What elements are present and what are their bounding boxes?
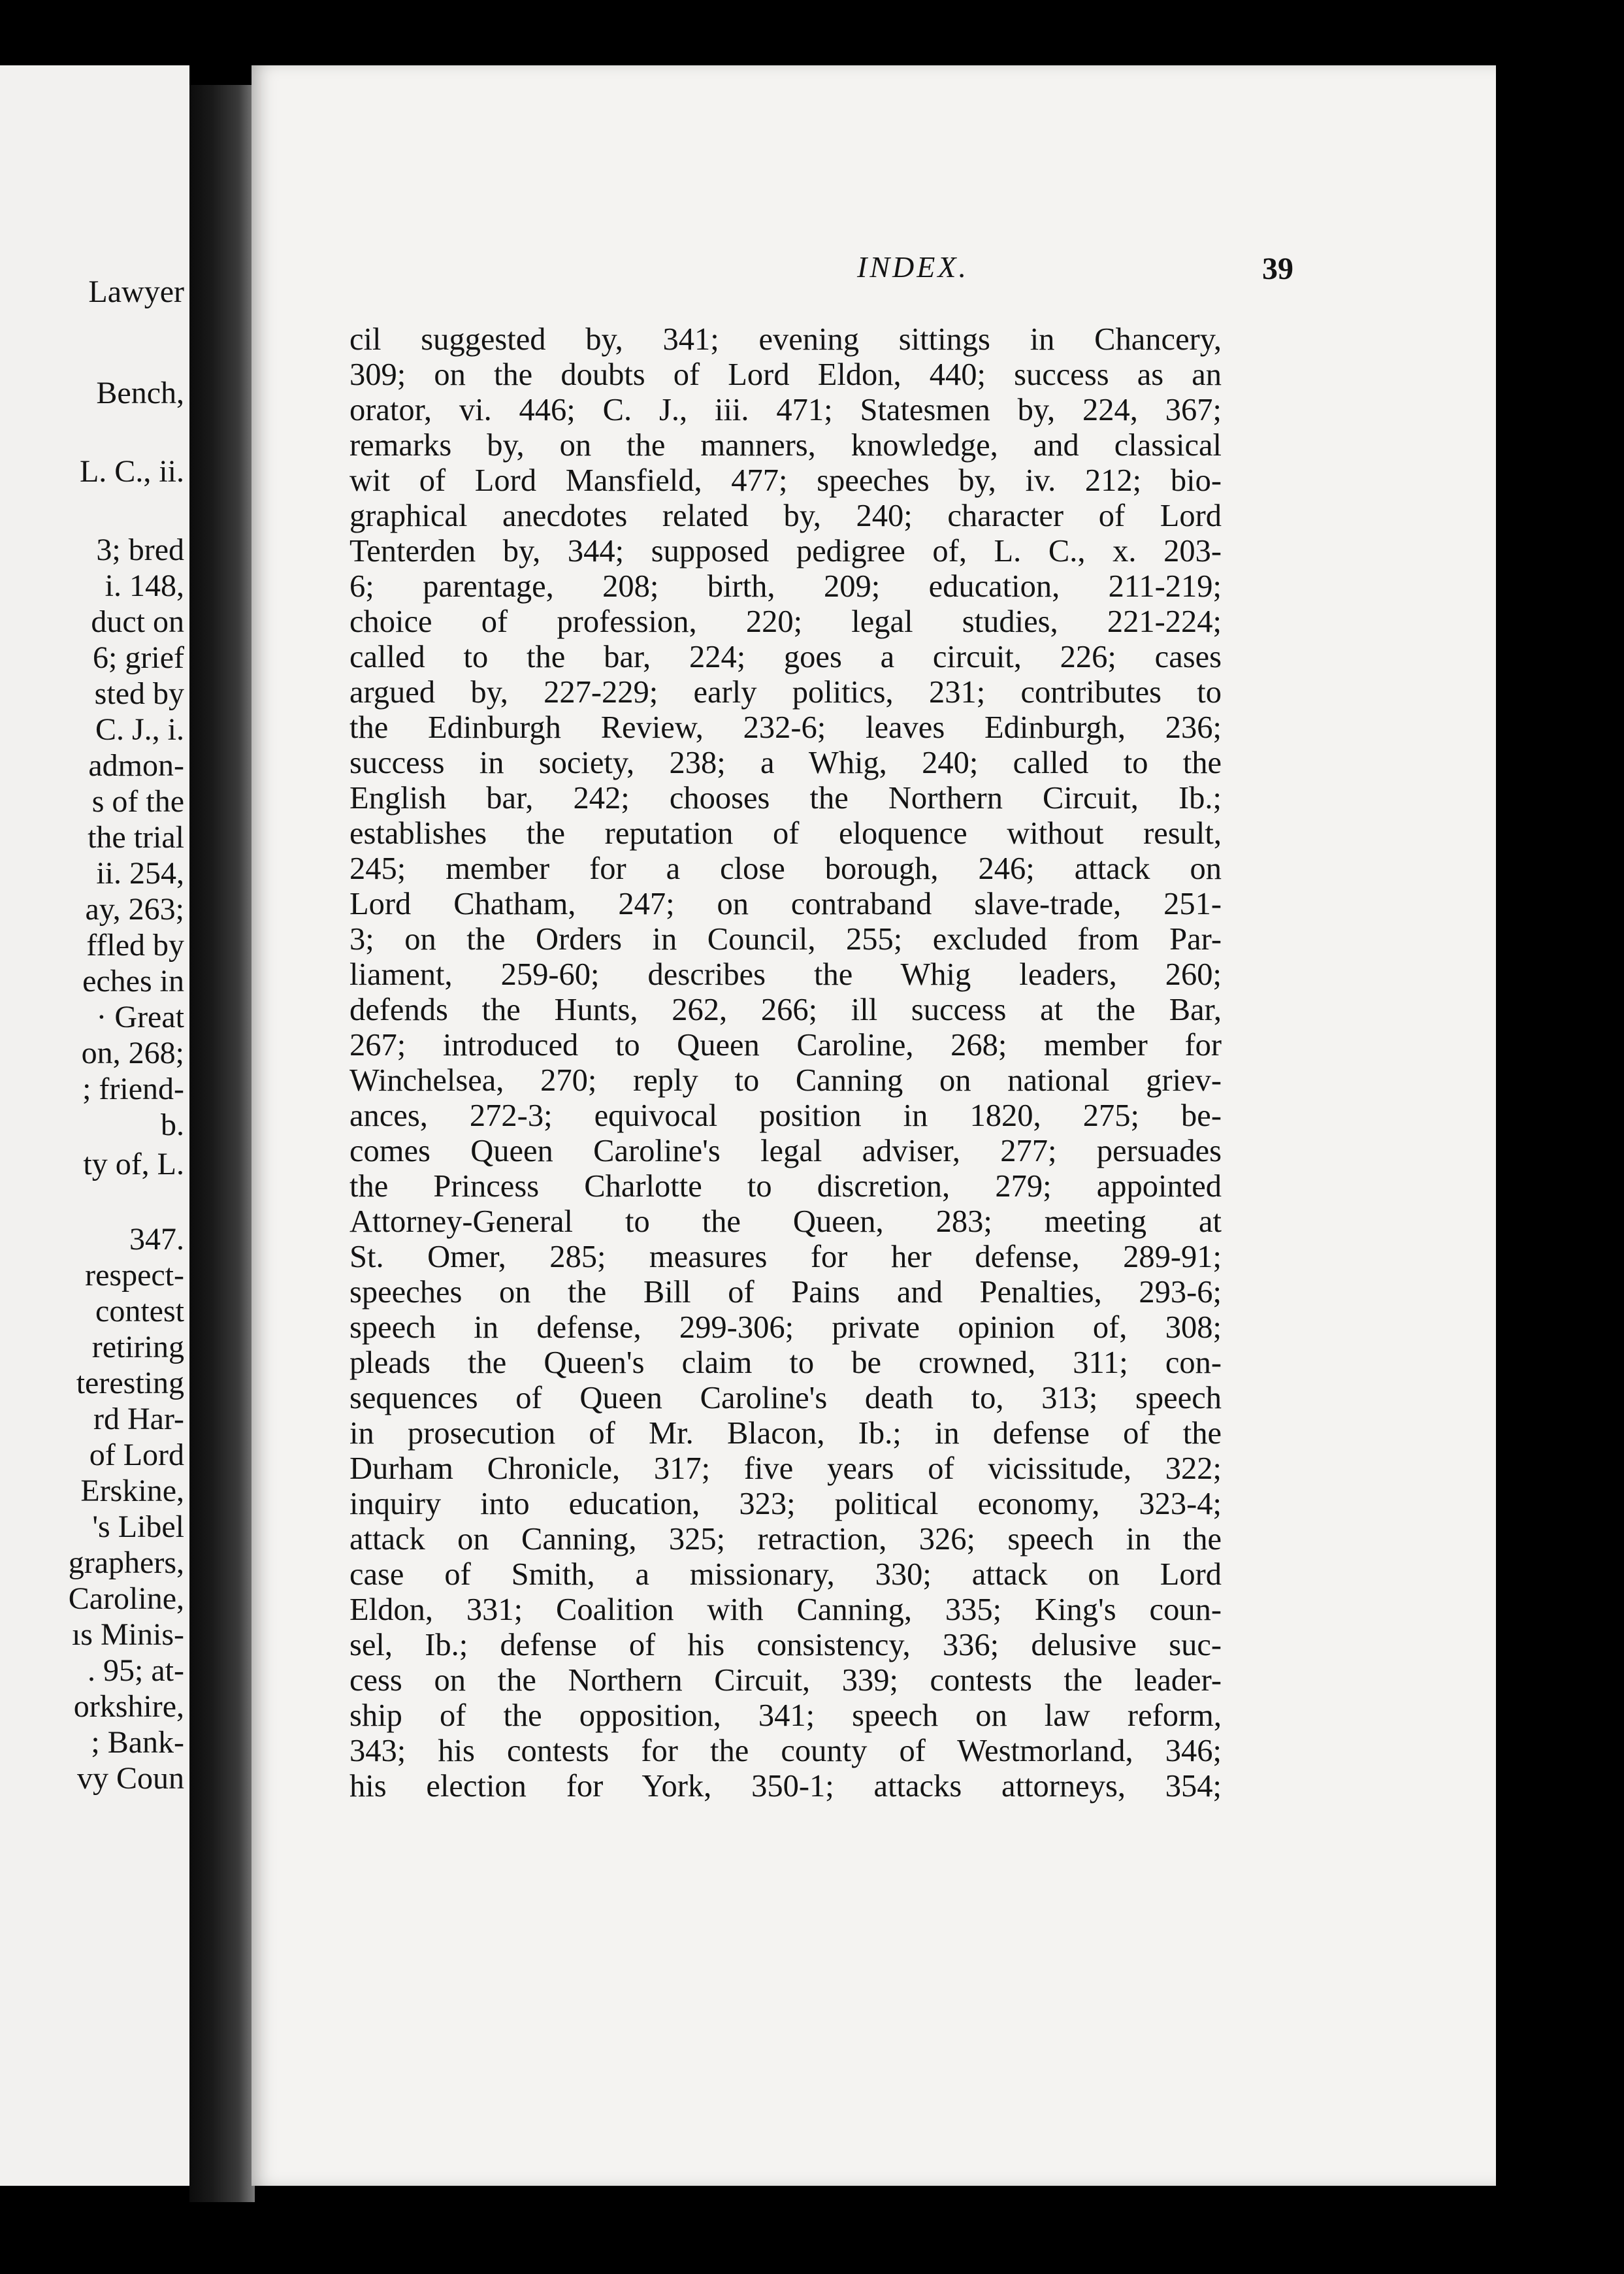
- text-line: speeches on the Bill of Pains and Penalties, 293-6;: [349, 1275, 1222, 1310]
- left-page-line: ay, 263;: [85, 892, 184, 927]
- left-page-line: 3; bred: [96, 533, 184, 567]
- left-page-line: rd Har-: [93, 1402, 184, 1436]
- left-page-line: Bench,: [96, 376, 184, 410]
- text-line: 343; his contests for the county of Westmorland, 346;: [349, 1734, 1222, 1768]
- text-line: choice of profession, 220; legal studies, 221-224;: [349, 604, 1222, 639]
- left-page-line: graphers,: [68, 1545, 184, 1580]
- text-line: comes Queen Caroline's legal adviser, 277; persuades: [349, 1134, 1222, 1168]
- index-page: [252, 65, 1496, 2186]
- left-page-line: 347.: [129, 1222, 184, 1257]
- left-page-line: · Great: [96, 1000, 184, 1034]
- text-line: the Edinburgh Review, 232-6; leaves Edinburgh, 236;: [349, 710, 1222, 745]
- text-line: remarks by, on the manners, knowledge, and classical: [349, 428, 1222, 463]
- left-page-line: . 95; at-: [88, 1653, 184, 1688]
- text-line: called to the bar, 224; goes a circuit, 226; cases: [349, 640, 1222, 674]
- text-line: argued by, 227-229; early politics, 231; contributes to: [349, 675, 1222, 710]
- text-line: cil suggested by, 341; evening sittings in Chancery,: [349, 322, 1222, 357]
- text-line: 3; on the Orders in Council, 255; excluded from Par-: [349, 922, 1222, 957]
- left-page-line: ty of, L.: [83, 1147, 184, 1181]
- left-page-line: duct on: [91, 604, 184, 639]
- left-facing-page: [0, 65, 189, 2186]
- left-page-line: b.: [161, 1108, 184, 1142]
- left-page-line: retiring: [91, 1330, 184, 1364]
- text-line: Lord Chatham, 247; on contraband slave-trade, 251-: [349, 887, 1222, 921]
- text-line: English bar, 242; chooses the Northern Circuit, Ib.;: [349, 781, 1222, 816]
- text-line: success in society, 238; a Whig, 240; called to the: [349, 746, 1222, 780]
- running-head: INDEX.: [857, 250, 969, 284]
- left-page-line: admon-: [88, 748, 184, 783]
- left-page-line: ; friend-: [82, 1072, 184, 1106]
- left-page-line: on, 268;: [81, 1036, 184, 1070]
- text-line: 309; on the doubts of Lord Eldon, 440; success as an: [349, 357, 1222, 392]
- left-page-line: orkshire,: [73, 1689, 184, 1724]
- left-page-line: ii. 254,: [96, 856, 184, 891]
- left-page-line: teresting: [76, 1366, 184, 1400]
- left-page-line: C. J., i.: [95, 712, 184, 747]
- text-line: 267; introduced to Queen Caroline, 268; member for: [349, 1028, 1222, 1063]
- text-line: Tenterden by, 344; supposed pedigree of, L. C., x. 203-: [349, 534, 1222, 568]
- text-line: in prosecution of Mr. Blacon, Ib.; in defense of the: [349, 1416, 1222, 1451]
- text-line: his election for York, 350-1; attacks attorneys, 354;: [349, 1769, 1222, 1804]
- text-line: inquiry into education, 323; political economy, 323-4;: [349, 1487, 1222, 1521]
- left-page-line: respect-: [85, 1258, 184, 1293]
- text-line: ship of the opposition, 341; speech on law reform,: [349, 1698, 1222, 1733]
- text-line: speech in defense, 299-306; private opinion of, 308;: [349, 1310, 1222, 1345]
- text-line: orator, vi. 446; C. J., iii. 471; Statesmen by, 224, 367;: [349, 393, 1222, 427]
- page-header: [252, 250, 1496, 295]
- left-page-line: Caroline,: [68, 1581, 184, 1616]
- text-line: cess on the Northern Circuit, 339; contests the leader-: [349, 1663, 1222, 1698]
- text-line: Attorney-General to the Queen, 283; meeting at: [349, 1204, 1222, 1239]
- text-line: pleads the Queen's claim to be crowned, 311; con-: [349, 1345, 1222, 1380]
- left-page-line: Erskine,: [80, 1474, 184, 1508]
- left-page-line: 6; grief: [93, 640, 184, 675]
- text-line: attack on Canning, 325; retraction, 326; speech in the: [349, 1522, 1222, 1557]
- text-line: sel, Ib.; defense of his consistency, 336; delusive suc-: [349, 1628, 1222, 1662]
- left-page-line: vy Coun: [76, 1761, 184, 1796]
- left-page-line: sted by: [94, 676, 184, 711]
- text-line: graphical anecdotes related by, 240; character of Lord: [349, 499, 1222, 533]
- left-page-line: the trial: [88, 820, 184, 855]
- text-line: establishes the reputation of eloquence without result,: [349, 816, 1222, 851]
- text-line: 6; parentage, 208; birth, 209; education, 211-219;: [349, 569, 1222, 604]
- text-line: Durham Chronicle, 317; five years of vicissitude, 322;: [349, 1451, 1222, 1486]
- left-page-line: ffled by: [86, 928, 184, 963]
- text-line: St. Omer, 285; measures for her defense, 289-91;: [349, 1240, 1222, 1274]
- left-page-line: 's Libel: [92, 1509, 184, 1544]
- left-page-line: contest: [95, 1294, 184, 1328]
- text-line: Eldon, 331; Coalition with Canning, 335; King's coun-: [349, 1592, 1222, 1627]
- text-line: defends the Hunts, 262, 266; ill success at the Bar,: [349, 993, 1222, 1027]
- left-page-line: ; Bank-: [91, 1725, 184, 1760]
- book-gutter: [189, 85, 255, 2202]
- page-number: 39: [1262, 252, 1293, 286]
- text-line: wit of Lord Mansfield, 477; speeches by, iv. 212; bio-: [349, 463, 1222, 498]
- left-page-line: Lawyer: [88, 274, 184, 309]
- text-line: 245; member for a close borough, 246; attack on: [349, 851, 1222, 886]
- left-page-line: s of the: [91, 784, 184, 819]
- left-page-line: eches in: [82, 964, 184, 998]
- text-line: the Princess Charlotte to discretion, 279; appointed: [349, 1169, 1222, 1204]
- text-line: ances, 272-3; equivocal position in 1820, 275; be-: [349, 1098, 1222, 1133]
- text-line: sequences of Queen Caroline's death to, 313; speech: [349, 1381, 1222, 1415]
- left-page-line: i. 148,: [105, 568, 184, 603]
- left-page-line: ıs Minis-: [71, 1617, 184, 1652]
- text-line: case of Smith, a missionary, 330; attack on Lord: [349, 1557, 1222, 1592]
- text-line: Winchelsea, 270; reply to Canning on national griev-: [349, 1063, 1222, 1098]
- text-line: liament, 259-60; describes the Whig leaders, 260;: [349, 957, 1222, 992]
- left-page-line: of Lord: [89, 1438, 184, 1472]
- index-entry-text: [349, 322, 1222, 1804]
- left-page-line: L. C., ii.: [79, 454, 184, 489]
